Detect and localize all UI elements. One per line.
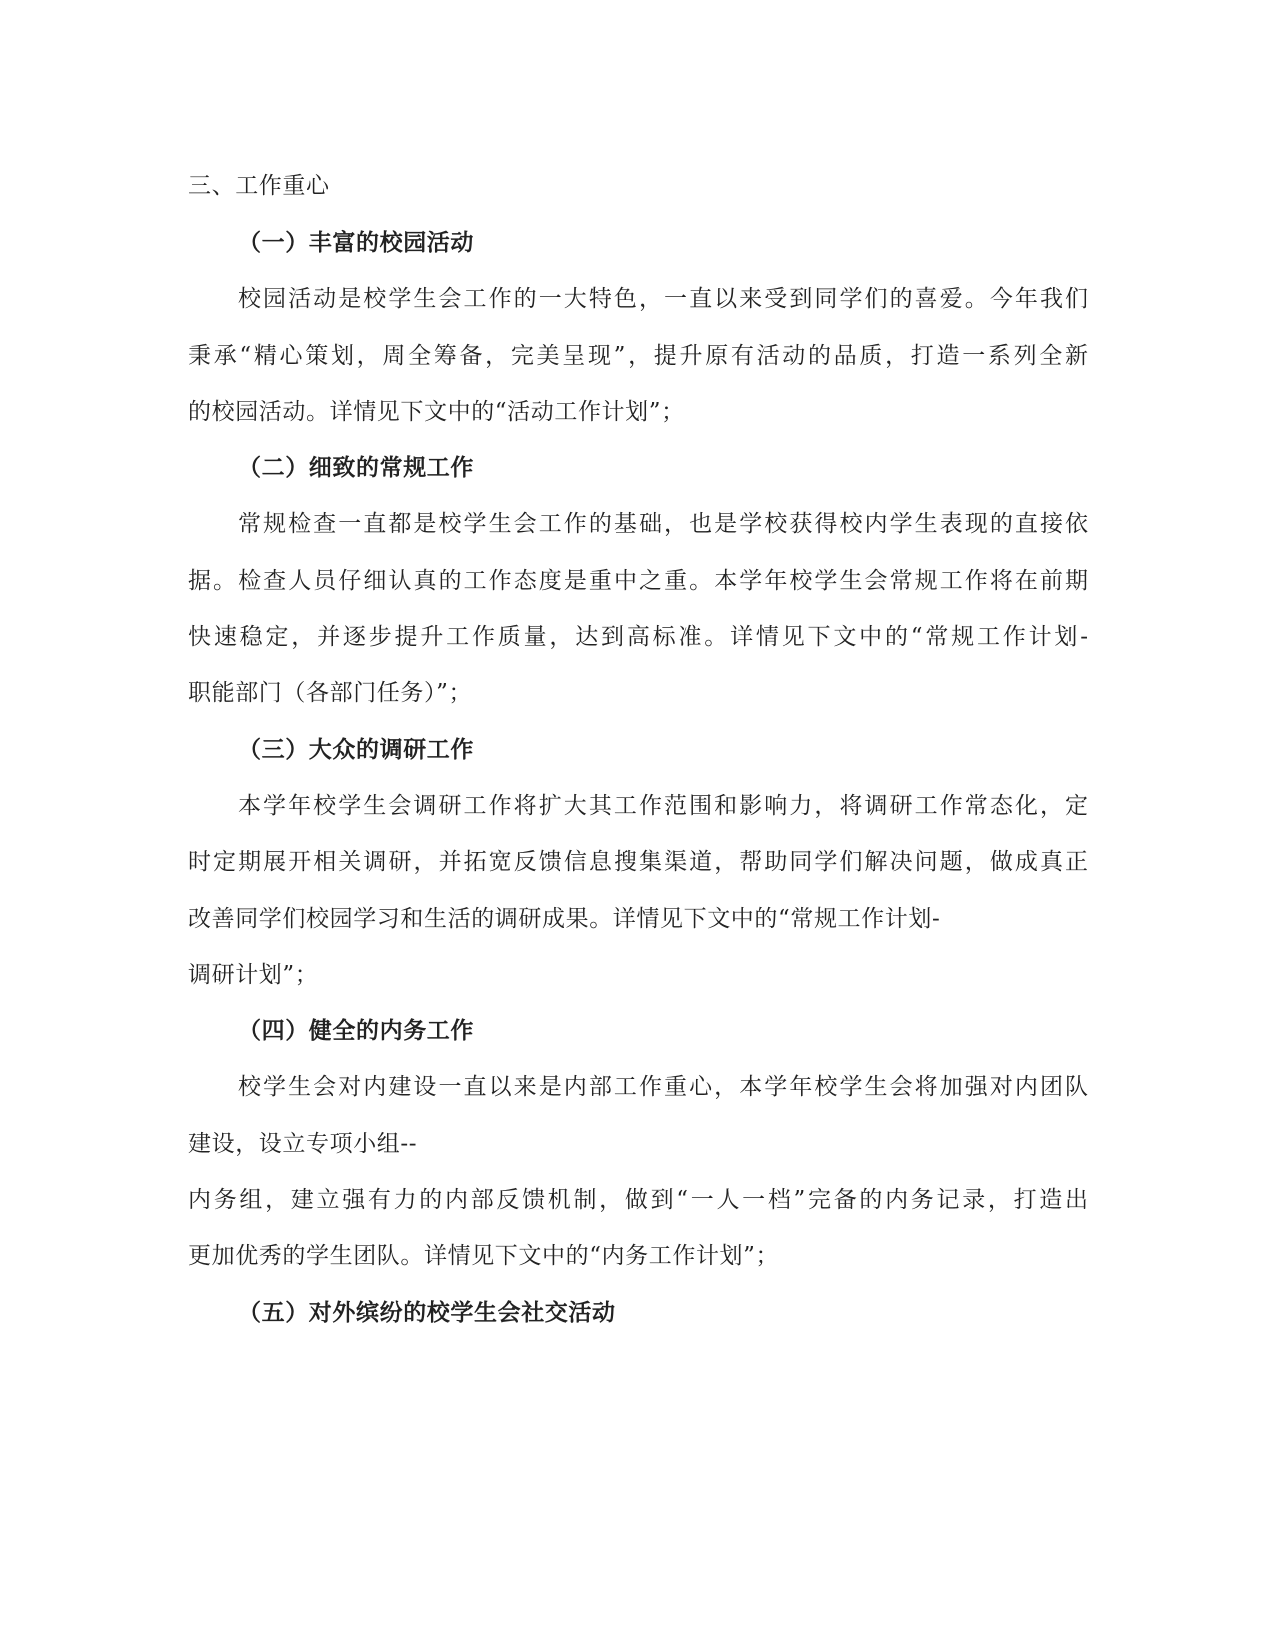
item-2-line-2: 据。检查人员仔细认真的工作态度是重中之重。本学年校学生会常规工作将在前期	[188, 568, 1088, 594]
item-5-heading: （五）对外缤纷的校学生会社交活动	[238, 1299, 616, 1326]
section-title: 三、工作重心	[188, 173, 330, 199]
item-2-heading: （二）细致的常规工作	[238, 454, 474, 481]
item-4-line-4: 更加优秀的学生团队。详情见下文中的“内务工作计划”；	[188, 1243, 780, 1269]
item-1-line-1: 校园活动是校学生会工作的一大特色，一直以来受到同学们的喜爱。今年我们	[238, 286, 1088, 312]
item-3-heading: （三）大众的调研工作	[238, 736, 474, 763]
item-4-line-1: 校学生会对内建设一直以来是内部工作重心，本学年校学生会将加强对内团队	[238, 1074, 1088, 1100]
item-3-line-2: 时定期展开相关调研，并拓宽反馈信息搜集渠道，帮助同学们解决问题，做成真正	[188, 849, 1088, 875]
item-4-heading: （四）健全的内务工作	[238, 1017, 474, 1044]
item-3-line-3: 改善同学们校园学习和生活的调研成果。详情见下文中的“常规工作计划-	[188, 906, 941, 932]
item-2-line-3: 快速稳定，并逐步提升工作质量，达到高标准。详情见下文中的“常规工作计划-	[188, 624, 1088, 650]
item-4-line-3: 内务组，建立强有力的内部反馈机制，做到“一人一档”完备的内务记录，打造出	[188, 1187, 1088, 1213]
item-4-line-2: 建设，设立专项小组--	[188, 1131, 418, 1157]
item-1-heading: （一）丰富的校园活动	[238, 229, 474, 256]
item-2-line-4: 职能部门（各部门任务）”；	[188, 680, 473, 706]
item-2-line-1: 常规检查一直都是校学生会工作的基础，也是学校获得校内学生表现的直接依	[238, 511, 1088, 537]
item-3-line-4: 调研计划”；	[188, 962, 319, 988]
item-1-line-3: 的校园活动。详情见下文中的“活动工作计划”；	[188, 399, 685, 425]
item-3-line-1: 本学年校学生会调研工作将扩大其工作范围和影响力，将调研工作常态化，定	[238, 793, 1088, 819]
item-1-line-2: 秉承“精心策划，周全筹备，完美呈现”，提升原有活动的品质，打造一系列全新	[188, 343, 1088, 369]
